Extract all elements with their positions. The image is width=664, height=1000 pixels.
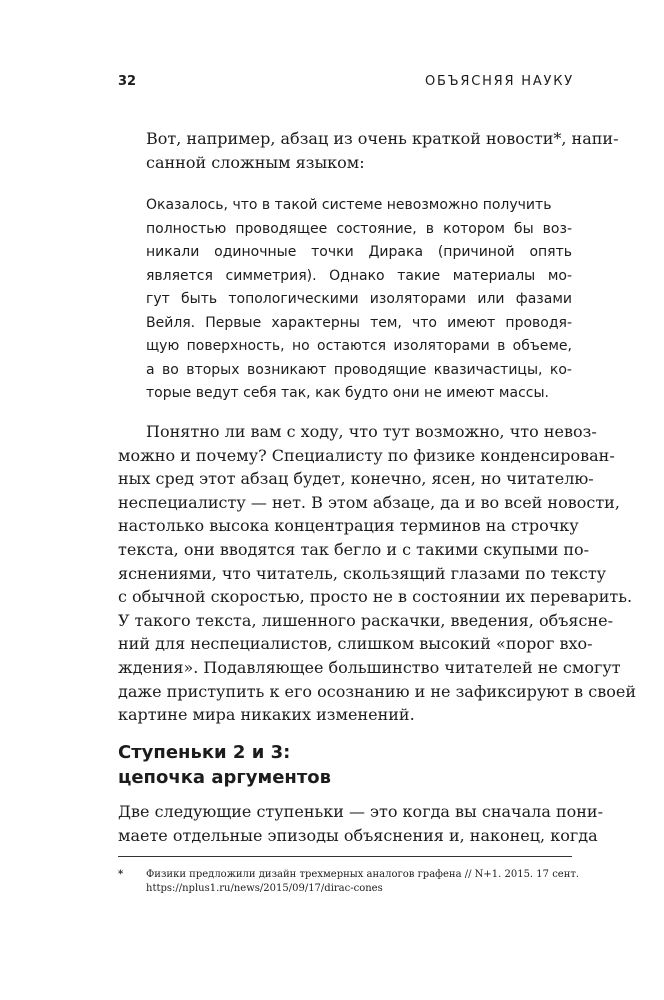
section-heading <box>118 740 331 790</box>
text-line: Вот, например, абзац из очень краткой новости*, напи- <box>146 129 619 148</box>
text-line: Понятно ли вам с ходу, что тут возможно, что невоз- <box>146 422 597 441</box>
footnote-marker: * <box>118 869 124 880</box>
quote-line: является симметрия). Однако такие материалы мо- <box>146 267 572 284</box>
text-line: маете отдельные эпизоды объяснения и, наконец, когда <box>118 825 598 845</box>
quote-line: торые ведут себя так, как будто они не имеют массы. <box>146 385 549 401</box>
text-line: картине мира никаких изменений. <box>118 705 415 725</box>
footnote-text <box>146 868 580 896</box>
running-title: ОБЪЯСНЯЯ НАУКУ <box>425 74 574 89</box>
footnote-link[interactable]: https://nplus1.ru/news/2015/09/17/dirac-cones <box>146 883 383 894</box>
section-heading-line: Ступеньки 2 и 3: <box>118 742 291 763</box>
text-line: неспециалисту — нет. В этом абзаце, да и во всей новости, <box>118 492 620 512</box>
text-line: ний для неспециалистов, слишком высокий «порог вхо- <box>118 634 593 654</box>
quote-line: щую поверхность, но остаются изоляторами в объеме, <box>146 338 572 354</box>
text-line: Две следующие ступеньки — это когда вы сначала пони- <box>118 802 603 821</box>
intro-paragraph <box>146 127 619 174</box>
footnote-divider <box>118 856 572 857</box>
section-paragraph <box>118 800 603 847</box>
quote-line: Оказалось, что в такой системе невозможно получить <box>146 197 552 213</box>
text-line: с обычной скоростью, просто не в состоянии их переварить. <box>118 587 633 607</box>
text-line: У такого текста, лишенного раскачки, введения, объясне- <box>118 610 613 630</box>
text-line: можно и почему? Специалисту по физике конденсирован- <box>118 445 615 465</box>
text-line: даже приступить к его осознанию и не зафиксируют в своей <box>118 681 636 701</box>
text-line: текста, они вводятся так бегло и с такими скупыми по- <box>118 539 590 559</box>
block-quote <box>146 194 572 406</box>
page-number: 32 <box>118 74 137 89</box>
quote-line: Вейля. Первые характерны тем, что имеют проводя- <box>146 314 572 331</box>
body-paragraph <box>118 420 636 727</box>
footnote-citation: Физики предложили дизайн трехмерных аналогов графена // N+1. 2015. 17 сент. <box>146 869 580 880</box>
text-line: ных сред этот абзац будет, конечно, ясен, но читателю- <box>118 469 594 489</box>
footnote <box>118 868 580 896</box>
quote-line: а во вторых возникают проводящие квазичастицы, ко- <box>146 361 572 378</box>
quote-line: никали одиночные точки Дирака (причиной опять <box>146 244 572 260</box>
quote-line: полностью проводящее состояние, в котором бы воз- <box>146 220 572 237</box>
section-heading-line: цепочка аргументов <box>118 767 332 788</box>
text-line: ждения». Подавляющее большинство читателей не смогут <box>118 657 621 677</box>
text-line: яснениями, что читатель, скользящий глазами по тексту <box>118 563 607 583</box>
text-line: настолько высока концентрация терминов на строчку <box>118 516 579 536</box>
text-line: санной сложным языком: <box>146 152 365 172</box>
quote-line: гут быть топологическими изоляторами или фазами <box>146 291 572 307</box>
